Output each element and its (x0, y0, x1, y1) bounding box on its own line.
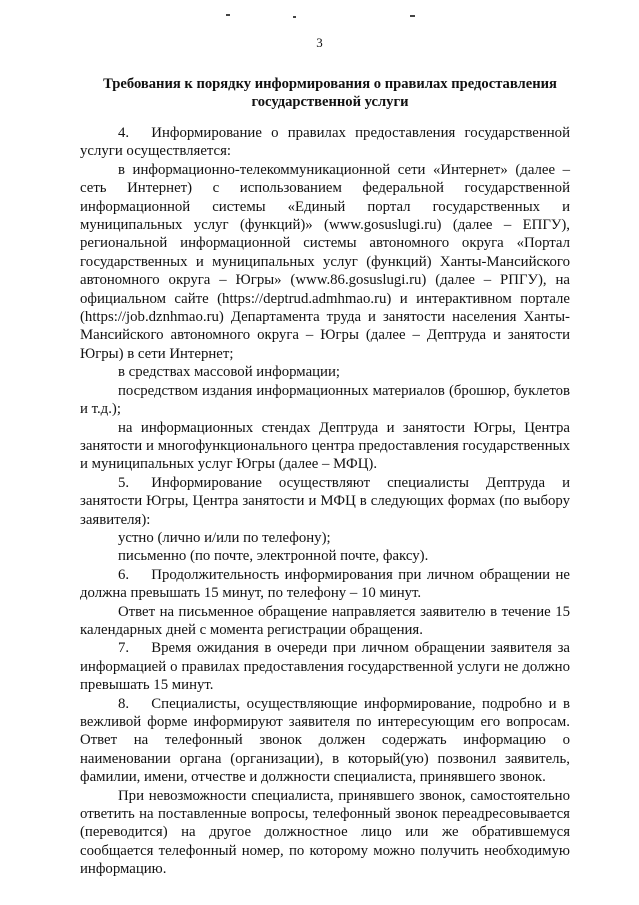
scan-artifact (226, 14, 230, 16)
paragraph-item-6: 6. Продолжительность информирования при личном обращении не должна превышать 15 минут, по телефону – 10 минут. (80, 566, 570, 602)
paragraph-redirect: При невозможности специалиста, принявшего звонок, самостоятельно ответить на поставленные вопросы, телефонный звонок переадресовывается (переводится) на другое должностное лицо или же обратившемуся сообщается телефонный номер, по которому можно получить необходимую информацию. (80, 787, 570, 878)
scan-artifact (293, 16, 296, 18)
document-body (80, 124, 570, 879)
paragraph-written: письменно (по почте, электронной почте, факсу). (118, 548, 429, 565)
section-heading: Требования к порядку информирования о правилах предоставления государственной услуги (103, 76, 557, 110)
paragraph-oral: устно (лично и/или по телефону); (118, 529, 331, 546)
paragraph-stands: на информационных стендах Дептруда и занятости Югры, Центра занятости и многофункционального центра предоставления государственных и муниципальных услуг Югры (далее – МФЦ). (80, 419, 570, 473)
paragraph-media: в средствах массовой информации; (118, 364, 341, 381)
page-number: 3 (316, 35, 323, 50)
paragraph-materials: посредством издания информационных материалов (брошюр, буклетов и т.д.); (80, 382, 570, 418)
paragraph-item-7: 7. Время ожидания в очереди при личном обращении заявителя за информацией о правилах предоставления государственной услуги не должно превышать 15 минут. (80, 640, 570, 694)
paragraph-item-5: 5. Информирование осуществляют специалисты Дептруда и занятости Югры, Центра занятости и МФЦ в следующих формах (по выбору заявителя): (80, 474, 570, 528)
paragraph-item-8: 8. Специалисты, осуществляющие информирование, подробно и в вежливой форме информируют заявителя по интересующим его вопросам. Ответ на телефонный звонок должен содержать информацию о наименовании органа (организации), в который(ую) позвонил заявитель, фамилии, имени, отчестве и должности специалиста, принявшего звонок. (80, 695, 570, 786)
paragraph-item-4: 4. Информирование о правилах предоставления государственной услуги осуществляется: (80, 125, 570, 160)
scan-artifact (410, 15, 415, 17)
paragraph-internet: в информационно-телекоммуникационной сети «Интернет» (далее – сеть Интернет) с использованием федеральной государственной информационной системы «Единый портал государственных и муниципальных услуг (функций)» (www.gosuslugi.ru) (далее – ЕПГУ), региональной информационной системы автономного округа «Портал государственных и муниципальных услуг (функций) Ханты-Мансийского автономного округа – Югры» (www.86.gosuslugi.ru) (далее – РПГУ), на официальном сайте (https://deptrud.admhmao.ru) и интерактивном портале (https://job.dznhmao.ru) Департамента труда и занятости населения Ханты-Мансийского автономного округа – Югры (далее – Дептруда и занятости Югры) в сети Интернет; (80, 161, 570, 362)
paragraph-written-reply: Ответ на письменное обращение направляется заявителю в течение 15 календарных дней с момента регистрации обращения. (80, 603, 570, 638)
